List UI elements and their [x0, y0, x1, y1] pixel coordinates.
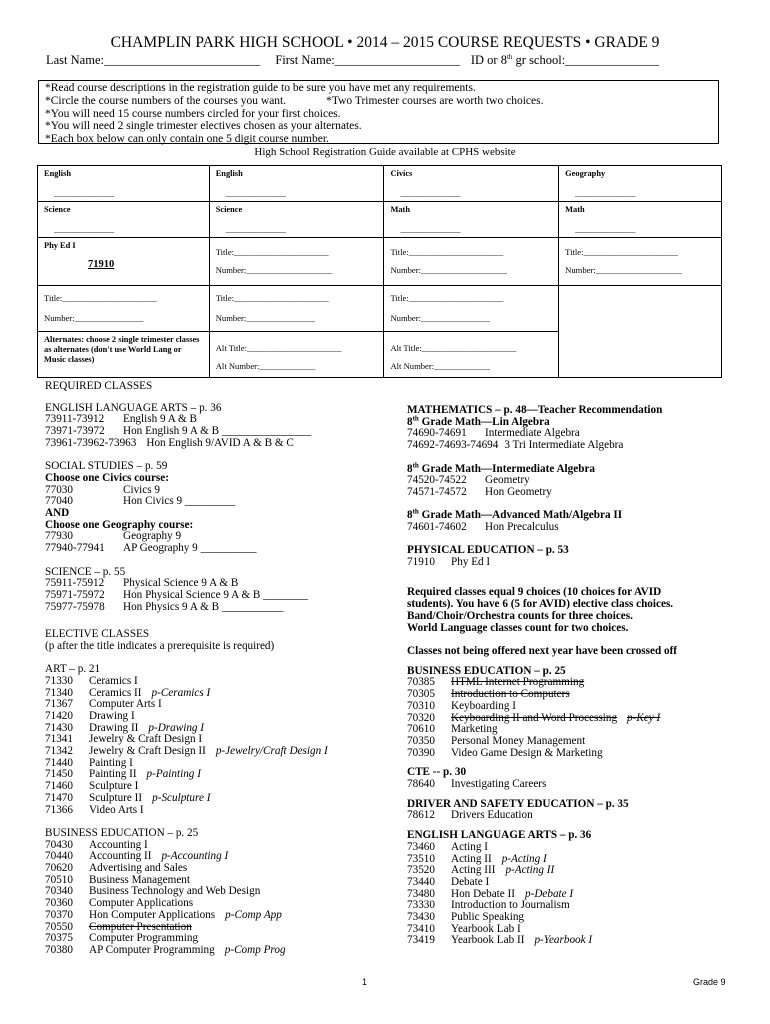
course-list: [45, 485, 390, 508]
course-number[interactable]: 77040: [45, 495, 73, 508]
sub-heading: 8th Grade Math—Advanced Math/Algebra II: [407, 507, 623, 522]
course-number[interactable]: 73460: [407, 840, 435, 853]
course-number[interactable]: 75911-75912: [45, 577, 105, 590]
cell-label: Science: [44, 205, 71, 214]
course-number[interactable]: 73971-73972: [45, 425, 105, 438]
course-title: Acting II: [451, 852, 492, 865]
course-number[interactable]: 70305: [407, 688, 435, 701]
section-heading: ENGLISH LANGUAGE ARTS – p. 36: [45, 401, 222, 414]
cell-blank: ______________: [225, 224, 286, 234]
course-number[interactable]: 71420: [45, 709, 73, 722]
course-title: Hon Physics 9 A & B ___________: [123, 600, 284, 613]
sub-heading: Choose one Geography course:: [45, 518, 194, 531]
sub-heading: 8th Grade Math—Lin Algebra: [407, 413, 550, 428]
course-title: Advertising and Sales: [89, 862, 188, 875]
course-number[interactable]: 78640: [407, 778, 435, 791]
course-number[interactable]: 73430: [407, 911, 435, 924]
course-title: Hon Computer Applications: [89, 908, 216, 921]
course-number[interactable]: 75977-75978: [45, 600, 105, 613]
sub-heading-text: Grade Math—Intermediate Algebra: [421, 462, 595, 475]
prerequisite: p-Key I: [627, 711, 661, 724]
prerequisite: p-Yearbook I: [534, 934, 593, 947]
sub-heading-text: Grade Math—Lin Algebra: [421, 415, 550, 428]
sub-heading-text: Grade Math—Advanced Math/Algebra II: [421, 509, 623, 522]
number-field[interactable]: Number:________________: [44, 313, 144, 323]
course-title: Jewelry & Craft Design II: [89, 745, 206, 758]
course-list: [45, 676, 390, 816]
instruction-line: *Read course descriptions in the registration guide to be sure you have met any requirements.: [45, 82, 476, 94]
course-title: Introduction to Computers: [451, 688, 570, 701]
last-name-field[interactable]: Last Name:_________________________: [46, 53, 261, 67]
course-title: Introduction to Journalism: [451, 899, 570, 912]
section-heading: BUSINESS EDUCATION – p. 25: [45, 826, 199, 839]
course-grid: [37, 165, 722, 378]
course-row[interactable]: [407, 440, 727, 452]
grid-cell[interactable]: [209, 166, 384, 202]
title-field[interactable]: Title:______________________: [215, 293, 329, 303]
course-number[interactable]: 77030: [45, 483, 73, 496]
course-number[interactable]: 71430: [45, 721, 73, 734]
course-number[interactable]: 71342: [45, 745, 73, 758]
cell-label: Math: [565, 205, 585, 214]
course-list: [407, 810, 727, 822]
course-number[interactable]: 71450: [45, 768, 73, 781]
course-number[interactable]: 71340: [45, 686, 73, 699]
course-number[interactable]: 71330: [45, 674, 73, 687]
course-number[interactable]: 73961-73962-73963: [45, 436, 137, 449]
phy-ed-label: Phy Ed I: [44, 241, 76, 250]
prerequisite: p-Sculpture I: [152, 791, 211, 804]
course-number[interactable]: 73419: [407, 934, 435, 947]
section-heading: SOCIAL STUDIES – p. 59: [45, 460, 168, 473]
course-number[interactable]: 71470: [45, 791, 73, 804]
course-list: [407, 677, 727, 759]
course-number[interactable]: 77940-77941: [45, 542, 105, 555]
course-row[interactable]: [407, 487, 727, 499]
course-title: Public Speaking: [451, 911, 525, 924]
course-number[interactable]: 71366: [45, 803, 73, 816]
section-heading: ART – p. 21: [45, 663, 101, 676]
course-number[interactable]: 78612: [407, 809, 435, 822]
course-title: Hon Physical Science 9 A & B ________: [123, 588, 308, 601]
title-field[interactable]: Title:______________________: [215, 247, 329, 257]
course-title: Computer Arts I: [89, 698, 162, 711]
cell-blank: ______________: [575, 188, 636, 198]
grid-cell[interactable]: [38, 286, 210, 332]
course-title: Geography 9: [123, 530, 182, 543]
course-number[interactable]: 70375: [45, 932, 73, 945]
number-field[interactable]: Number:________________: [390, 313, 490, 323]
section-heading: SCIENCE – p. 55: [45, 565, 126, 578]
instruction-line: [45, 95, 712, 108]
course-title: AP Computer Programming: [89, 943, 215, 956]
course-list: [407, 475, 727, 498]
course-title: Geometry: [485, 474, 530, 487]
course-title: Painting II: [89, 768, 137, 781]
grid-cell[interactable]: [384, 238, 559, 286]
title-field[interactable]: Title:______________________: [565, 247, 678, 257]
grid-cell[interactable]: [38, 202, 210, 238]
cell-blank: ______________: [575, 224, 636, 234]
grid-cell[interactable]: [209, 238, 384, 286]
course-title: Keyboarding II and Word Processing: [451, 711, 618, 724]
course-number[interactable]: 70340: [45, 885, 73, 898]
grid-cell[interactable]: [38, 166, 210, 202]
prerequisite: p-Comp App: [225, 908, 282, 921]
course-title: Sculpture I: [89, 780, 139, 793]
course-title: Drawing II: [89, 721, 139, 734]
phy-ed-cell: [38, 238, 210, 286]
sub-heading: Choose one Civics course:: [45, 471, 169, 484]
prerequisite: p-Ceramics I: [151, 686, 211, 699]
section-heading: ELECTIVE CLASSES: [45, 628, 150, 641]
course-number[interactable]: 71367: [45, 698, 73, 711]
course-title: Business Management: [89, 873, 190, 886]
guide-note: High School Registration Guide available at CPHS website: [254, 146, 516, 158]
course-title: Yearbook Lab II: [451, 934, 525, 947]
course-number[interactable]: 73330: [407, 899, 435, 912]
course-title: AP Geography 9 __________: [123, 542, 257, 555]
instruction-line: *You will need 15 course numbers circled for your first choices.: [45, 107, 341, 120]
course-number[interactable]: 74571-74572: [407, 485, 467, 498]
right-column: [407, 405, 727, 947]
course-title: Hon Debate II: [451, 887, 515, 900]
course-title: Hon English 9 A & B ________________: [123, 425, 312, 438]
alt-number-field[interactable]: Alt Number:_____________: [390, 361, 490, 371]
course-number[interactable]: 70310: [407, 699, 435, 712]
course-title: Keyboarding I: [451, 699, 516, 712]
course-row[interactable]: [407, 810, 727, 822]
name-row: [46, 53, 659, 68]
note-line: World Language classes count for two choices.: [407, 621, 629, 634]
elective-note: (p after the title indicates a prerequisite is required): [45, 639, 275, 652]
alternates-cell: [38, 332, 210, 378]
course-row[interactable]: [407, 779, 727, 791]
course-title: Computer Applications: [89, 897, 194, 910]
course-number[interactable]: 70380: [45, 943, 73, 956]
id-rest: gr school:_______________: [512, 53, 659, 67]
course-number[interactable]: 71341: [45, 733, 73, 746]
course-title: Computer Presentation: [89, 920, 192, 933]
course-number[interactable]: 74690-74691: [407, 427, 467, 440]
prerequisite: p-Accounting I: [161, 850, 229, 863]
cell-label: English: [44, 169, 72, 178]
course-title: Phy Ed I: [451, 556, 491, 569]
title-field[interactable]: Title:______________________: [44, 293, 157, 303]
course-number[interactable]: 74601-74602: [407, 521, 467, 533]
course-number[interactable]: 70550: [45, 920, 73, 933]
prerequisite: p-Drawing I: [148, 721, 205, 734]
grid-cell[interactable]: [209, 286, 384, 332]
course-title: Drawing I: [89, 709, 135, 722]
prerequisite: p-Comp Prog: [224, 943, 286, 956]
course-title: Ceramics I: [89, 674, 138, 687]
course-list: [45, 578, 390, 613]
course-number[interactable]: 74692-74693-74694: [407, 439, 499, 452]
section-heading: PHYSICAL EDUCATION – p. 53: [407, 544, 569, 557]
course-title: Ceramics II: [89, 686, 142, 699]
prerequisite: p-Acting I: [501, 852, 547, 865]
note-line: Band/Choir/Orchestra counts for three choices.: [407, 609, 633, 622]
course-title: Civics 9: [123, 483, 160, 496]
course-title: Sculpture II: [89, 791, 143, 804]
course-number[interactable]: 77930: [45, 530, 73, 543]
course-title: Accounting I: [89, 838, 148, 851]
number-field[interactable]: Number:____________________: [215, 265, 333, 275]
sub-heading: 8th Grade Math—Intermediate Algebra: [407, 460, 595, 475]
course-row[interactable]: [45, 805, 390, 817]
course-list: [407, 557, 727, 569]
cell-label: Geography: [565, 169, 606, 178]
course-number[interactable]: 70430: [45, 838, 73, 851]
course-number[interactable]: 73410: [407, 922, 435, 935]
course-number[interactable]: 73440: [407, 875, 435, 888]
cell-label: English: [215, 169, 243, 178]
instruction-line: *Each box below can only contain one 5 digit course number.: [45, 133, 329, 146]
course-number[interactable]: 70510: [45, 873, 73, 886]
prerequisite: p-Painting I: [146, 768, 201, 781]
course-title: Hon Precalculus: [485, 521, 559, 533]
grid-cell[interactable]: [559, 202, 722, 238]
course-number[interactable]: 71440: [45, 756, 73, 769]
course-title: Investigating Careers: [451, 778, 547, 791]
course-number[interactable]: 71910: [407, 556, 435, 569]
course-number[interactable]: 70620: [45, 862, 73, 875]
grid-cell[interactable]: [384, 202, 559, 238]
course-title: Accounting II: [89, 850, 152, 863]
instruction-text: *Two Trimester courses are worth two choices.: [326, 94, 544, 107]
course-number[interactable]: 74520-74522: [407, 474, 467, 487]
alt-title-field[interactable]: Alt Title:______________________: [390, 343, 517, 353]
course-number[interactable]: 75971-75972: [45, 588, 105, 601]
cell-label: Civics: [390, 169, 413, 178]
instructions-box: [38, 80, 719, 144]
grid-cell[interactable]: [384, 286, 559, 332]
grid-cell[interactable]: [384, 166, 559, 202]
cell-blank: ______________: [54, 188, 115, 198]
course-title: Drivers Education: [451, 809, 533, 822]
id-sup: th: [506, 52, 513, 61]
course-title: English 9 A & B: [123, 413, 197, 426]
course-title: Computer Programming: [89, 932, 199, 945]
number-field[interactable]: Number:____________________: [565, 265, 682, 275]
course-row[interactable]: [45, 543, 390, 555]
course-number[interactable]: 73480: [407, 887, 435, 900]
course-number[interactable]: 70440: [45, 850, 73, 863]
course-title: Yearbook Lab I: [451, 922, 521, 935]
section-heading: ENGLISH LANGUAGE ARTS – p. 36: [407, 829, 592, 842]
course-number[interactable]: 70350: [407, 734, 435, 747]
phy-ed-number: 71910: [88, 259, 115, 270]
section-heading: BUSINESS EDUCATION – p. 25: [407, 664, 566, 677]
id-field[interactable]: [471, 53, 659, 67]
prerequisite: p-Jewelry/Craft Design I: [215, 745, 328, 758]
grid-cell[interactable]: [559, 238, 722, 286]
course-title: Video Game Design & Marketing: [451, 746, 603, 759]
section-heading: REQUIRED CLASSES: [45, 380, 153, 392]
course-title: Personal Money Management: [451, 734, 586, 747]
note-line: students). You have 6 (5 for AVID) elective class choices.: [407, 598, 674, 611]
course-list: [407, 779, 727, 791]
section-heading: CTE -- p. 30: [407, 766, 467, 779]
title-field[interactable]: Title:______________________: [390, 293, 504, 303]
cell-label: Math: [390, 205, 410, 214]
id-label: ID or 8: [470, 53, 507, 67]
note-line: Required classes equal 9 choices (10 choices for AVID: [407, 586, 662, 599]
cell-blank: ______________: [225, 188, 286, 198]
empty-cell: [559, 286, 722, 378]
grid-cell[interactable]: [384, 332, 559, 378]
footer-grade: Grade 9: [693, 977, 726, 987]
course-title: Business Technology and Web Design: [89, 885, 261, 898]
course-list: [407, 428, 727, 451]
course-number[interactable]: 70320: [407, 711, 435, 724]
course-number[interactable]: 70360: [45, 897, 73, 910]
course-number[interactable]: 73510: [407, 852, 435, 865]
course-title: Physical Science 9 A & B: [123, 577, 239, 590]
page-title: CHAMPLIN PARK HIGH SCHOOL • 2014 – 2015 COURSE REQUESTS • GRADE 9: [110, 34, 660, 51]
course-row[interactable]: [407, 935, 727, 947]
course-number[interactable]: 70385: [407, 676, 435, 689]
course-title: Acting I: [451, 840, 488, 853]
grid-cell[interactable]: [559, 166, 722, 202]
course-number[interactable]: 71460: [45, 780, 73, 793]
course-number[interactable]: 70390: [407, 746, 435, 759]
course-row[interactable]: [407, 748, 727, 760]
course-list: [45, 840, 390, 957]
course-list: [45, 414, 390, 449]
prerequisite: p-Acting II: [505, 864, 555, 877]
cell-label: Science: [215, 205, 243, 214]
prerequisite: p-Debate I: [525, 887, 574, 900]
course-title: Debate I: [451, 875, 490, 888]
number-field[interactable]: Number:____________________: [390, 265, 507, 275]
cell-blank: ______________: [400, 188, 461, 198]
course-number[interactable]: 70610: [407, 723, 435, 736]
section-heading: MATHEMATICS – p. 48—Teacher Recommendation: [407, 404, 663, 416]
section-heading: DRIVER AND SAFETY EDUCATION – p. 35: [407, 797, 629, 810]
course-row[interactable]: [407, 557, 727, 569]
course-row[interactable]: [45, 496, 390, 508]
alt-number-field[interactable]: Alt Number:_____________: [215, 361, 316, 371]
crossed-note: Classes not being offered next year have been crossed off: [407, 644, 678, 657]
course-title: Hon Geometry: [485, 485, 552, 498]
course-list: [45, 531, 390, 554]
course-title: Video Arts I: [89, 803, 144, 816]
course-number[interactable]: 73911-73912: [45, 413, 105, 426]
course-title: Marketing: [451, 723, 498, 736]
course-row[interactable]: [45, 438, 390, 450]
page-number: 1: [362, 977, 368, 987]
course-title: Acting III: [451, 864, 496, 877]
course-title: Intermediate Algebra: [485, 427, 580, 440]
course-title: Hon Civics 9 _________: [123, 495, 236, 508]
course-title: 3 Tri Intermediate Algebra: [504, 439, 624, 452]
cell-blank: ______________: [400, 224, 461, 234]
instruction-line: *You will need 2 single trimester electives chosen as your alternates.: [45, 120, 362, 133]
course-number[interactable]: 70370: [45, 908, 73, 921]
course-title: Jewelry & Craft Design I: [89, 733, 203, 746]
sub-heading: AND: [45, 507, 70, 520]
alternates-label: Alternates: choose 2 single trimester classes as alternates (don't use World Lang or Music classes): [44, 335, 200, 364]
grid-cell[interactable]: [209, 202, 384, 238]
course-title: Hon English 9/AVID A & B & C: [146, 436, 294, 449]
alt-title-field[interactable]: Alt Title:______________________: [215, 343, 342, 353]
title-field[interactable]: Title:______________________: [390, 247, 504, 257]
course-row[interactable]: [45, 945, 390, 957]
course-row[interactable]: [45, 602, 390, 614]
cell-blank: ______________: [54, 224, 115, 234]
instruction-text: *Circle the course numbers of the courses you want.: [45, 94, 287, 107]
course-number[interactable]: 73520: [407, 864, 435, 877]
course-list: [407, 842, 727, 947]
first-name-field[interactable]: First Name:____________________: [275, 53, 460, 67]
number-field[interactable]: Number:________________: [215, 313, 316, 323]
course-list: [407, 522, 727, 534]
course-title: HTML Internet Programming: [451, 676, 585, 689]
left-column: [45, 381, 390, 957]
course-title: Painting I: [89, 756, 133, 769]
grid-cell[interactable]: [209, 332, 384, 378]
course-row[interactable]: [407, 522, 727, 534]
